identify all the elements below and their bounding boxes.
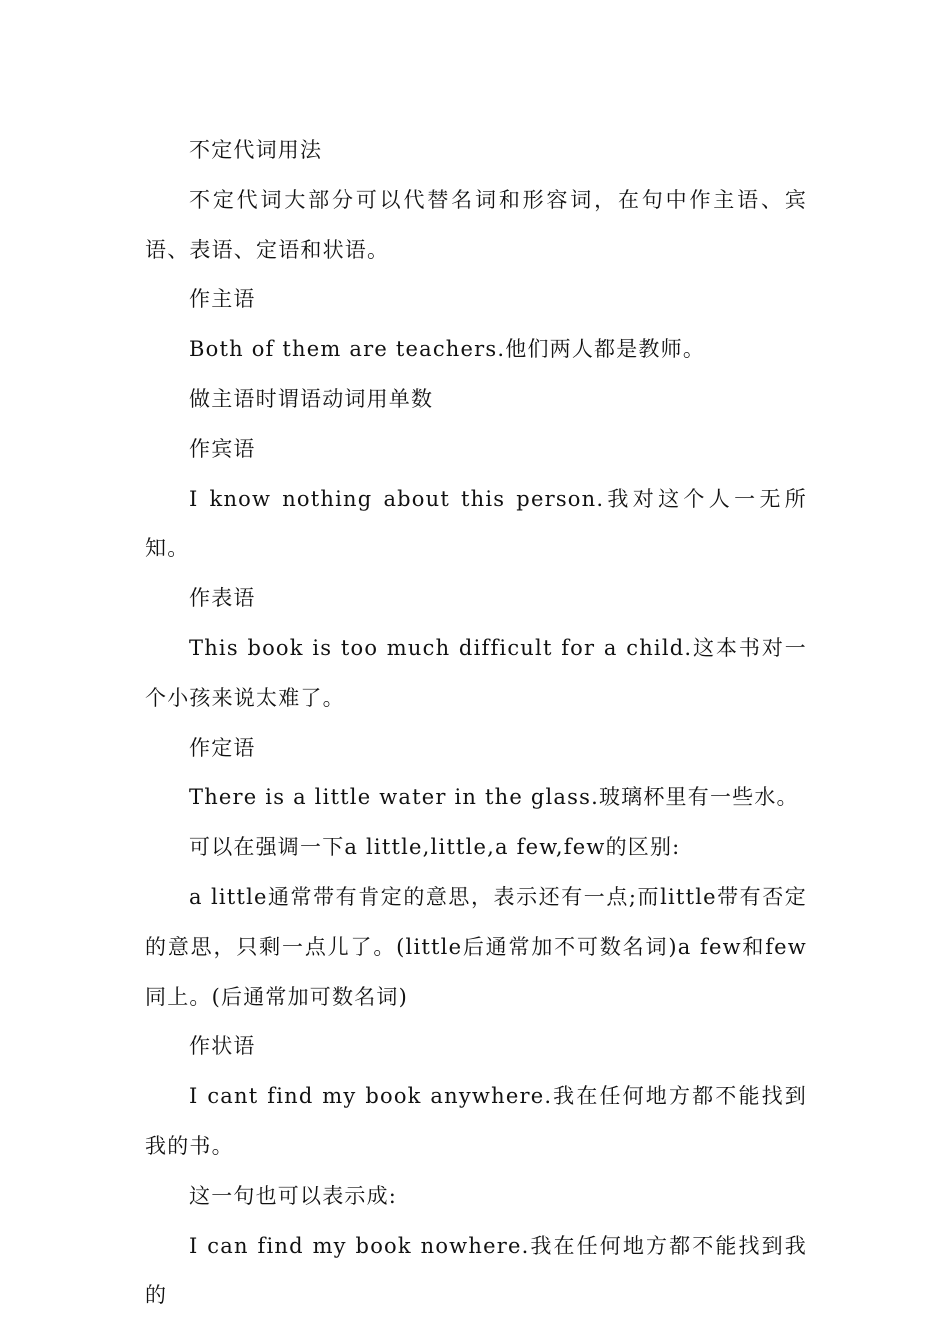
document-body [145, 126, 807, 1321]
intro-paragraph: 不定代词大部分可以代替名词和形容词，在句中作主语、宾语、表语、定语和状语。 [145, 187, 807, 262]
subheading-attributive: 作定语 [189, 735, 256, 760]
section-title: 不定代词用法 [189, 138, 323, 162]
subheading-object: 作宾语 [189, 436, 256, 461]
note-emphasis: 可以在强调一下a little,little,a few,few的区别: [189, 835, 681, 860]
subheading-predicative: 作表语 [189, 586, 256, 611]
subheading-subject: 作主语 [189, 287, 256, 312]
note-alternative: 这一句也可以表示成: [189, 1183, 398, 1208]
example-attributive: There is a little water in the glass.玻璃杯里有一些水。 [189, 785, 799, 810]
example-predicative: This book is too much difficult for a child.这本书对一个小孩来说太难了。 [145, 635, 807, 710]
explanation-little-few: a little通常带有肯定的意思，表示还有一点;而little带有否定的意思，只剩一点儿了。(little后通常加不可数名词)a few和few同上。(后通常加可数名词) [145, 884, 807, 1009]
example-object: I know nothing about this person.我对这个人一无所知。 [145, 486, 807, 561]
note-subject: 做主语时谓语动词用单数 [189, 386, 434, 411]
example-adverbial: I cant find my book anywhere.我在任何地方都不能找到我的书。 [145, 1084, 807, 1158]
subheading-adverbial: 作状语 [189, 1034, 256, 1059]
example-alternative: I can find my book nowhere.我在任何地方都不能找到我的 [145, 1233, 807, 1308]
example-subject: Both of them are teachers.他们两人都是教师。 [189, 337, 706, 362]
